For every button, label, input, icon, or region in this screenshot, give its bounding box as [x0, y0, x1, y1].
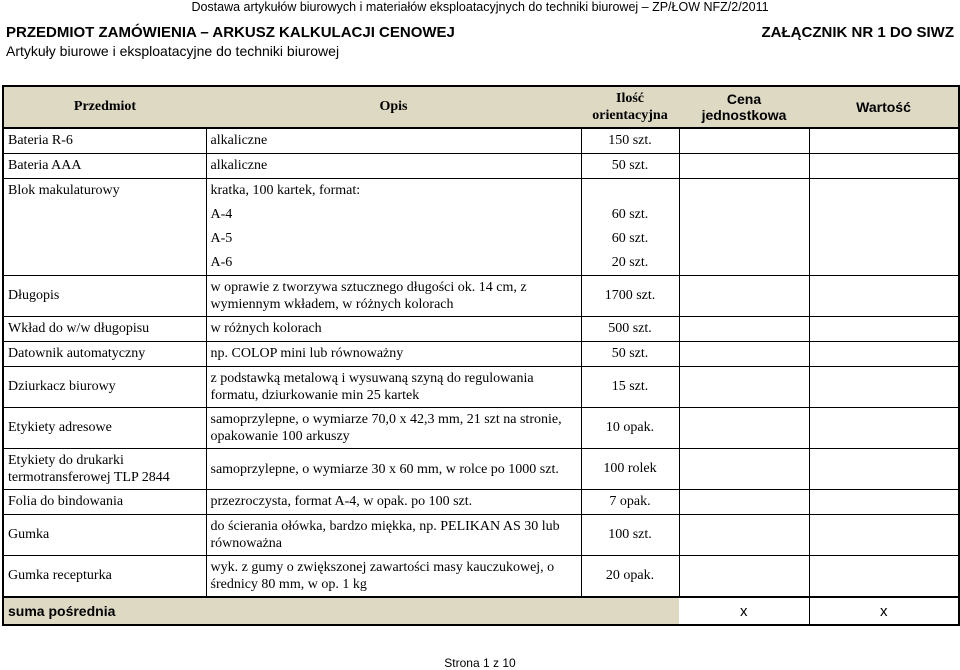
row-desc: A-4: [206, 203, 581, 227]
row-value: [809, 367, 959, 408]
row-unit-price: [679, 317, 809, 342]
row-unit-price: [679, 367, 809, 408]
row-subject: Bateria AAA: [3, 154, 206, 179]
row-qty: 60 szt.: [581, 203, 679, 227]
row-value: [809, 227, 959, 251]
row-qty: 50 szt.: [581, 154, 679, 179]
row-value: [809, 276, 959, 317]
row-subject: [3, 251, 206, 276]
row-unit-price: [679, 515, 809, 556]
table-row: [3, 317, 959, 342]
column-header-value: Wartość: [809, 86, 959, 128]
table-row: [3, 367, 959, 408]
row-subject: Blok makulaturowy: [3, 179, 206, 204]
column-header-subject: Przedmiot: [3, 86, 206, 128]
table-row: [3, 203, 959, 227]
row-unit-price: [679, 128, 809, 154]
qty-header-line2: orientacyjna: [592, 108, 668, 123]
row-subject: Gumka recepturka: [3, 556, 206, 598]
row-desc: kratka, 100 kartek, format:: [206, 179, 581, 204]
row-unit-price: [679, 490, 809, 515]
row-subject: Długopis: [3, 276, 206, 317]
document-top-line: Dostawa artykułów biurowych i materiałów eksploatacyjnych do techniki biurowej – ZP/ŁOW NFZ/2/2011: [191, 0, 769, 14]
summary-value-x: x: [809, 597, 959, 625]
row-value: [809, 203, 959, 227]
table-row: [3, 128, 959, 154]
table-row: [3, 556, 959, 598]
row-desc: samoprzylepne, o wymiarze 70,0 x 42,3 mm, 21 szt na stronie, opakowanie 100 arkuszy: [206, 408, 581, 449]
row-unit-price: [679, 251, 809, 276]
row-qty: 20 opak.: [581, 556, 679, 598]
table-header-row: [3, 86, 959, 128]
row-desc: A-6: [206, 251, 581, 276]
row-value: [809, 251, 959, 276]
document-title: PRZEDMIOT ZAMÓWIENIA – ARKUSZ KALKULACJI CENOWEJ: [6, 24, 455, 41]
summary-unit-price-x: x: [679, 597, 809, 625]
row-qty: 10 opak.: [581, 408, 679, 449]
table-row: [3, 276, 959, 317]
attachment-label: ZAŁĄCZNIK NR 1 DO SIWZ: [761, 24, 954, 41]
row-qty: 100 rolek: [581, 449, 679, 490]
row-value: [809, 408, 959, 449]
row-desc: wyk. z gumy o zwiększonej zawartości masy kauczukowej, o średnicy 80 mm, w op. 1 kg: [206, 556, 581, 598]
row-value: [809, 179, 959, 204]
table-row: [3, 449, 959, 490]
row-desc: alkaliczne: [206, 154, 581, 179]
row-qty: 60 szt.: [581, 227, 679, 251]
qty-header-line1: Ilość: [616, 91, 644, 106]
row-desc: w oprawie z tworzywa sztucznego długości ok. 14 cm, z wymiennym wkładem, w różnych kolorach: [206, 276, 581, 317]
row-unit-price: [679, 203, 809, 227]
column-header-desc: Opis: [206, 86, 581, 128]
row-value: [809, 515, 959, 556]
row-qty: 500 szt.: [581, 317, 679, 342]
table-row: [3, 408, 959, 449]
row-subject: [3, 203, 206, 227]
summary-label: suma pośrednia: [3, 597, 679, 625]
row-value: [809, 342, 959, 367]
row-subject: [3, 227, 206, 251]
column-header-unit-price: Cena jednostkowa: [679, 86, 809, 128]
row-desc: z podstawką metalową i wysuwaną szyną do regulowania formatu, dziurkowanie min 25 kartek: [206, 367, 581, 408]
row-subject: Dziurkacz biurowy: [3, 367, 206, 408]
row-qty: 150 szt.: [581, 128, 679, 154]
table-row: [3, 490, 959, 515]
row-value: [809, 128, 959, 154]
row-qty: [581, 179, 679, 204]
summary-row: [3, 597, 959, 625]
row-desc: samoprzylepne, o wymiarze 30 x 60 mm, w rolce po 1000 szt.: [206, 449, 581, 490]
row-unit-price: [679, 556, 809, 598]
row-value: [809, 490, 959, 515]
row-desc: A-5: [206, 227, 581, 251]
row-desc: przezroczysta, format A-4, w opak. po 100 szt.: [206, 490, 581, 515]
column-header-qty: [581, 86, 679, 128]
row-value: [809, 449, 959, 490]
row-subject: Wkład do w/w długopisu: [3, 317, 206, 342]
price-calculation-table: [2, 85, 960, 626]
row-qty: 15 szt.: [581, 367, 679, 408]
row-value: [809, 556, 959, 598]
row-unit-price: [679, 408, 809, 449]
row-desc: w różnych kolorach: [206, 317, 581, 342]
row-desc: alkaliczne: [206, 128, 581, 154]
row-unit-price: [679, 342, 809, 367]
row-desc: do ścierania ołówka, bardzo miękka, np. PELIKAN AS 30 lub równoważna: [206, 515, 581, 556]
row-unit-price: [679, 276, 809, 317]
row-qty: 1700 szt.: [581, 276, 679, 317]
table-row: [3, 227, 959, 251]
row-subject: Etykiety do drukarki termotransferowej TLP 2844: [3, 449, 206, 490]
row-qty: 100 szt.: [581, 515, 679, 556]
row-subject: Etykiety adresowe: [3, 408, 206, 449]
row-subject: Folia do bindowania: [3, 490, 206, 515]
table-row: [3, 154, 959, 179]
table-row: [3, 251, 959, 276]
row-subject: Datownik automatyczny: [3, 342, 206, 367]
row-unit-price: [679, 227, 809, 251]
row-subject: Bateria R-6: [3, 128, 206, 154]
row-unit-price: [679, 154, 809, 179]
row-unit-price: [679, 179, 809, 204]
row-qty: 7 opak.: [581, 490, 679, 515]
row-qty: 50 szt.: [581, 342, 679, 367]
row-qty: 20 szt.: [581, 251, 679, 276]
row-subject: Gumka: [3, 515, 206, 556]
table-row: [3, 515, 959, 556]
table-row: [3, 342, 959, 367]
row-desc: np. COLOP mini lub równoważny: [206, 342, 581, 367]
row-value: [809, 154, 959, 179]
document-header: [6, 24, 455, 60]
row-value: [809, 317, 959, 342]
page-number: Strona 1 z 10: [444, 656, 516, 670]
table-row: [3, 179, 959, 204]
row-unit-price: [679, 449, 809, 490]
document-subtitle: Artykuły biurowe i eksploatacyjne do techniki biurowej: [6, 43, 340, 59]
